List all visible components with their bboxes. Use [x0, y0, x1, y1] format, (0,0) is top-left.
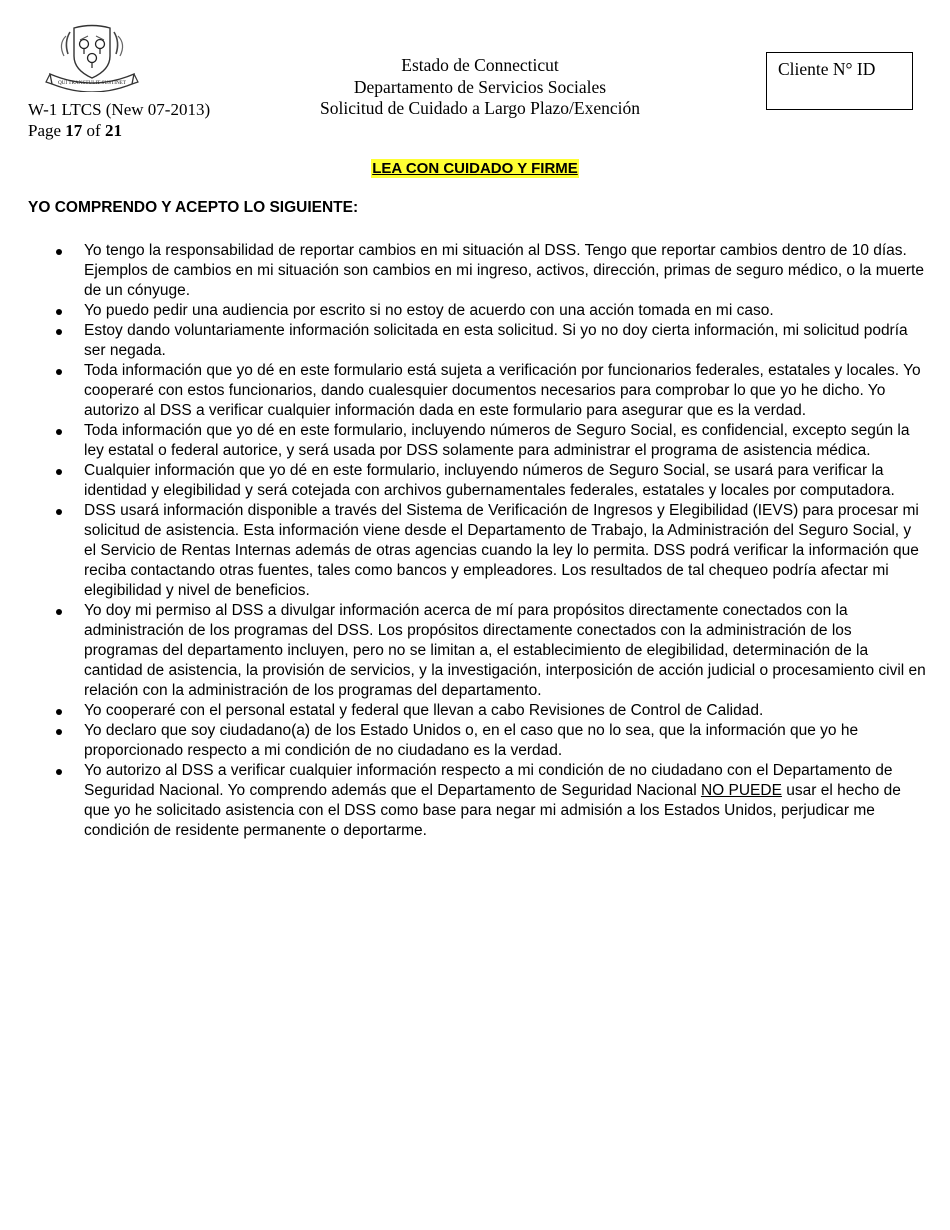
list-item: Yo puedo pedir una audiencia por escrito si no estoy de acuerdo con una acción tomada en mi caso.: [54, 301, 926, 321]
list-item: Yo cooperaré con el personal estatal y federal que llevan a cabo Revisiones de Control de Calidad.: [54, 701, 926, 721]
bullet-icon: [56, 369, 62, 375]
bullet-icon: [56, 249, 62, 255]
list-item: Cualquier información que yo dé en este formulario, incluyendo números de Seguro Social, se usará para verificar la identidad y elegibilidad y será cotejada con archivos gubernamentales federales, estatales y locales por computadora.: [54, 461, 926, 501]
bullet-icon: [56, 709, 62, 715]
client-id-box[interactable]: [766, 52, 913, 110]
page-of: of: [86, 121, 101, 140]
client-id-label: Cliente N° ID: [778, 59, 876, 79]
intro-heading: YO COMPRENDO Y ACEPTO LO SIGUIENTE:: [28, 199, 359, 216]
page-indicator: [28, 120, 122, 141]
bullet-icon: [56, 309, 62, 315]
no-puede-emphasis: NO PUEDE: [700, 782, 782, 799]
bullet-icon: [56, 769, 62, 775]
list-item: Toda información que yo dé en este formulario está sujeta a verificación por funcionarios federales, estatales y locales. Yo cooperaré con estos funcionarios, dando cualesquier documentos necesarios para comprobar lo que yo he dicho. Yo autorizo al DSS a verificar cualquier información dada en este formulario para asegurar que es la verdad.: [54, 361, 926, 421]
list-item: Yo declaro que soy ciudadano(a) de los Estado Unidos o, en el caso que no lo sea, que la información que yo he proporcionado respecto a mi condición de no ciudadano es la verdad.: [54, 721, 926, 761]
list-item: Estoy dando voluntariamente información solicitada en esta solicitud. Si yo no doy cierta información, mi solicitud podría ser negada.: [54, 321, 926, 361]
page-total: 21: [104, 121, 122, 140]
list-item: Yo autorizo al DSS a verificar cualquier información respecto a mi condición de no ciudadano con el Departamento de Seguridad Nacional. Yo comprendo además que el Departamento de Seguridad Nacional NO PUEDE usar el hecho de que yo he solicitado asistencia con el DSS como base para negar mi admisión a los Estados Unidos, perjudicar me condición de residente permanente o deportarme.: [54, 761, 926, 841]
page-current: 17: [65, 121, 83, 140]
bullet-icon: [56, 429, 62, 435]
list-item: Yo doy mi permiso al DSS a divulgar información acerca de mí para propósitos directamente conectados con la administración de los programas del DSS. Los propósitos directamente conectados con la administración de los programas del departamento incluyen, pero no se limitan a, el establecimiento de elegibilidad, determinación de la cantidad de asistencia, la provisión de servicios, y la investigación, interposición de acción judicial o procesamiento civil en relación con la administración de los programas del departamento.: [54, 601, 926, 701]
bullet-icon: [56, 469, 62, 475]
notice-text: LEA CON CUIDADO Y FIRME: [372, 160, 578, 177]
bullet-icon: [56, 729, 62, 735]
list-item: DSS usará información disponible a través del Sistema de Verificación de Ingresos y Elegibilidad (IEVS) para procesar mi solicitud de asistencia. Esta información viene desde el Departamento de Trabajo, la Administración del Seguro Social, y el Servicio de Rentas Internas además de otras agencias cuando la ley lo permita. DSS podrá verificar la información que reciba contactando otras fuentes, tales como bancos y empleadores. Los resultados de tal chequeo podría afectar mi elegibilidad y nivel de beneficios.: [54, 501, 926, 601]
bullet-icon: [56, 509, 62, 515]
state-name: Estado de Connecticut: [401, 55, 559, 75]
list-item: Yo tengo la responsabilidad de reportar cambios en mi situación al DSS. Tengo que reportar cambios dentro de 10 días. Ejemplos de cambios en mi situación son cambios en mi ingreso, activos, dirección, primas de seguro médico, o la muerte de un cónyuge.: [54, 241, 926, 301]
form-title: Solicitud de Cuidado a Largo Plazo/Exención: [320, 98, 640, 118]
agency-header: [300, 55, 660, 120]
seal-motto: QUI TRANSTULIT SUSTINET: [57, 80, 127, 86]
list-item: Toda información que yo dé en este formulario, incluyendo números de Seguro Social, es confidencial, excepto según la ley estatal o federal autorice, y será usada por DSS solamente para administrar el programa de asistencia médica.: [54, 421, 926, 461]
bullet-icon: [56, 609, 62, 615]
form-code: W-1 LTCS (New 07-2013): [28, 100, 211, 119]
department-name: Departamento de Servicios Sociales: [353, 76, 607, 97]
bullet-icon: [56, 329, 62, 335]
state-seal-logo: [44, 22, 140, 92]
page-word: Page: [28, 121, 62, 140]
terms-list: [54, 241, 926, 841]
notice-banner: [0, 160, 950, 178]
